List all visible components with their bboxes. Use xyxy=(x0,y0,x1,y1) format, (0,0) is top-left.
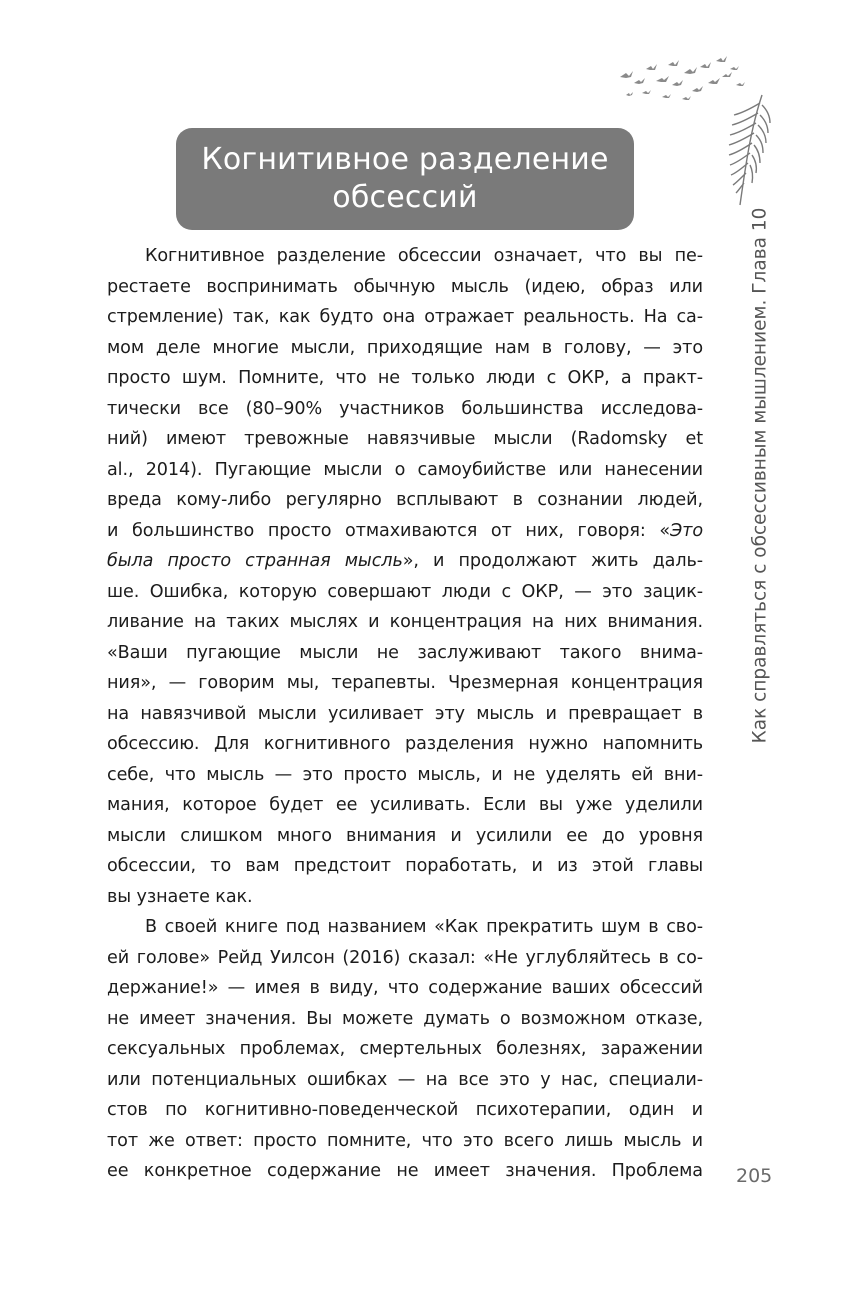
body-text xyxy=(107,241,703,1187)
text-line: не имеет значения. Вы можете думать о возможном отказе, xyxy=(107,1008,703,1029)
section-heading-box xyxy=(176,128,634,230)
text-line: сексуальных проблемах, смертельных болезнях, заражении xyxy=(107,1039,703,1059)
text-line: al., 2014). Пугающие мысли о самоубийстве или нанесении xyxy=(107,459,703,480)
quote-after: », и продолжают жить даль- xyxy=(402,551,703,571)
text-line: ше. Ошибка, которую совершают люди с ОКР, — это зацик- xyxy=(107,581,703,602)
text-line: вы узнаете как. xyxy=(107,886,253,907)
text-line: ния», — говорим мы, терапевты. Чрезмерная концентрация xyxy=(107,673,703,693)
text-line: рестаете воспринимать обычную мысль (идею, образ или xyxy=(107,276,703,297)
text-line: обсессию. Для когнитивного разделения нужно напомнить xyxy=(107,734,703,754)
text-line-quote xyxy=(107,516,703,547)
text-line: мания, которое будет ее усиливать. Если вы уже уделили xyxy=(107,795,703,815)
page-number: 205 xyxy=(736,1165,773,1187)
section-heading-line-1: Когнитивное разделение xyxy=(201,142,609,177)
text-line: вреда кому-либо регулярно всплывают в сознании людей, xyxy=(107,490,703,510)
text-line: тически все (80–90% участников большинства исследова- xyxy=(107,398,703,419)
text-line: держание!» — имея в виду, что содержание ваших обсессий xyxy=(107,978,703,998)
text-line: «Ваши пугающие мысли не заслуживают такого внима- xyxy=(107,642,703,663)
text-line: стремление) так, как будто она отражает реальность. На са- xyxy=(107,307,703,327)
quote-before: и большинство просто отмахиваются от них, говоря: « xyxy=(107,520,670,541)
text-line: ний) имеют тревожные навязчивые мысли (Radomsky et xyxy=(107,429,703,449)
text-line: В своей книге под названием «Как прекратить шум в сво- xyxy=(145,917,703,937)
text-line: обсессии, то вам предстоит поработать, и из этой главы xyxy=(107,856,703,876)
text-line: себе, что мысль — это просто мысль, и не уделять ей вни- xyxy=(107,764,703,785)
birds-feather-ornament-icon xyxy=(612,55,772,220)
text-line: или потенциальных ошибках — на все это у нас, специали- xyxy=(107,1069,703,1090)
section-heading-line-2: обсессий xyxy=(332,180,478,215)
text-line: ей голове» Рейд Уилсон (2016) сказал: «Не углубляйтесь в со- xyxy=(107,947,703,968)
text-line: ее конкретное содержание не имеет значения. Проблема xyxy=(107,1161,703,1181)
quote-italic: была просто странная мысль xyxy=(107,551,403,571)
text-line: просто шум. Помните, что не только люди с ОКР, а практ- xyxy=(107,368,703,388)
text-line: Когнитивное разделение обсессии означает, что вы пе- xyxy=(145,246,703,266)
running-head xyxy=(740,207,780,743)
text-line: мысли слишком много внимания и усилили ее до уровня xyxy=(107,825,703,846)
text-line: ливание на таких мыслях и концентрация на них внимания. xyxy=(107,612,703,632)
text-line: стов по когнитивно-поведенческой психотерапии, один и xyxy=(107,1100,703,1120)
text-line-quote xyxy=(107,546,703,577)
text-line: тот же ответ: просто помните, что это всего лишь мысль и xyxy=(107,1130,703,1151)
text-line: мом деле многие мысли, приходящие нам в голову, — это xyxy=(107,337,703,358)
running-head-text: Как справляться с обсессивным мышлением. Глава 10 xyxy=(749,207,771,743)
text-line: на навязчивой мысли усиливает эту мысль и превращает в xyxy=(107,703,703,724)
quote-italic: Это xyxy=(670,520,703,541)
